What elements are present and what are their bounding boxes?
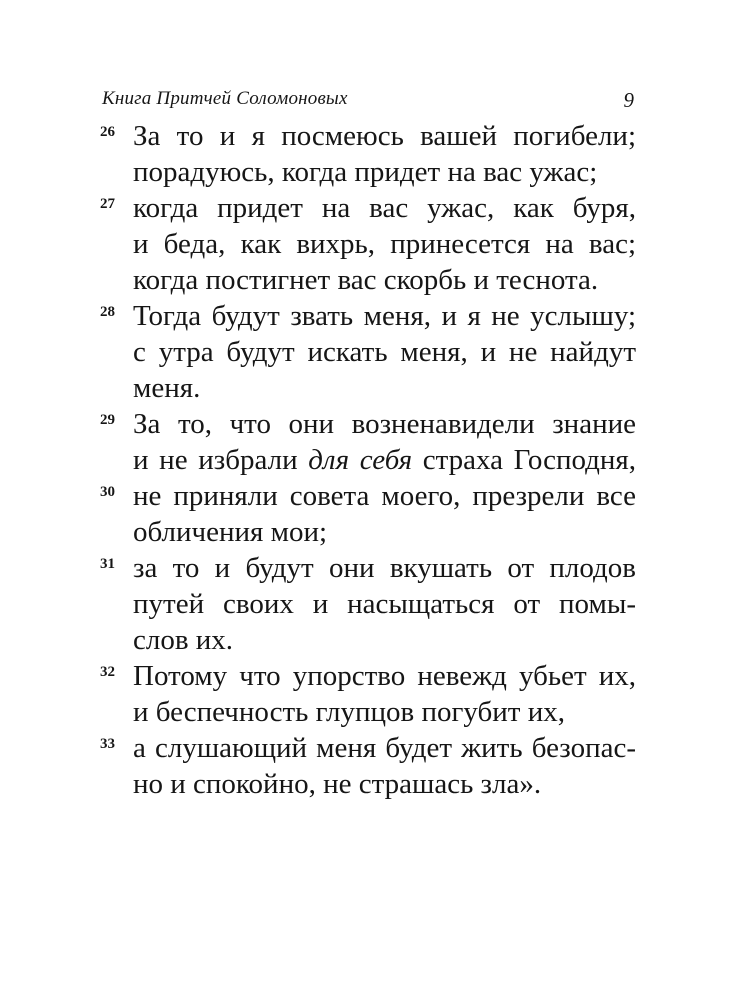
verse-32 [96,658,636,730]
verse-number: 28 [100,304,115,320]
verse-list [96,118,636,802]
page-header [102,88,632,118]
verse-text: и не избрали [133,444,309,476]
verse-33 [96,730,636,802]
verse-number: 27 [100,196,115,212]
verse-line [133,442,636,478]
verse-line: с утра будут искать меня, и не найдут [133,336,636,368]
verse-line: а слушающий меня будет жить безопас- [133,732,636,764]
italic-insertion: для себя [308,444,413,476]
verse-line: слов их. [133,624,234,656]
verse-28 [96,298,636,406]
verse-line: когда постигнет вас скорбь и теснота. [133,264,599,296]
verse-line: когда придет на вас ужас, как буря, [133,192,636,224]
verse-number: 26 [100,124,115,140]
verse-line: путей своих и насыщаться от помы- [133,588,636,620]
verse-line: не приняли совета моего, презрели все [133,480,636,512]
verse-31 [96,550,636,658]
verse-line: Тогда будут звать меня, и я не услышу; [133,300,636,332]
page-number: 9 [623,88,634,112]
verse-number: 31 [100,556,115,572]
verse-line: обличения мои; [133,516,328,548]
verse-line: порадуюсь, когда придет на вас ужас; [133,156,598,188]
verse-30 [96,478,636,550]
verse-number: 30 [100,484,115,500]
book-page [96,0,636,1000]
running-title: Книга Притчей Соломоновых [102,88,348,109]
verse-line: Потому что упорство невежд убьет их, [133,660,636,692]
verse-line: и беспечность глупцов погубит их, [133,696,565,728]
verse-27 [96,190,636,298]
verse-line: За то, что они возненавидели знание [133,408,636,440]
verse-26 [96,118,636,190]
verse-line: За то и я посмеюсь вашей погибели; [133,120,636,152]
verse-number: 32 [100,664,115,680]
verse-number: 33 [100,736,115,752]
verse-text: страха Господня, [412,444,636,476]
verse-number: 29 [100,412,115,428]
verse-line: за то и будут они вкушать от плодов [133,552,636,584]
verse-line: меня. [133,372,201,404]
verse-line: но и спокойно, не страшась зла». [133,768,542,800]
verse-29 [96,406,636,478]
verse-line: и беда, как вихрь, принесется на вас; [133,228,636,260]
